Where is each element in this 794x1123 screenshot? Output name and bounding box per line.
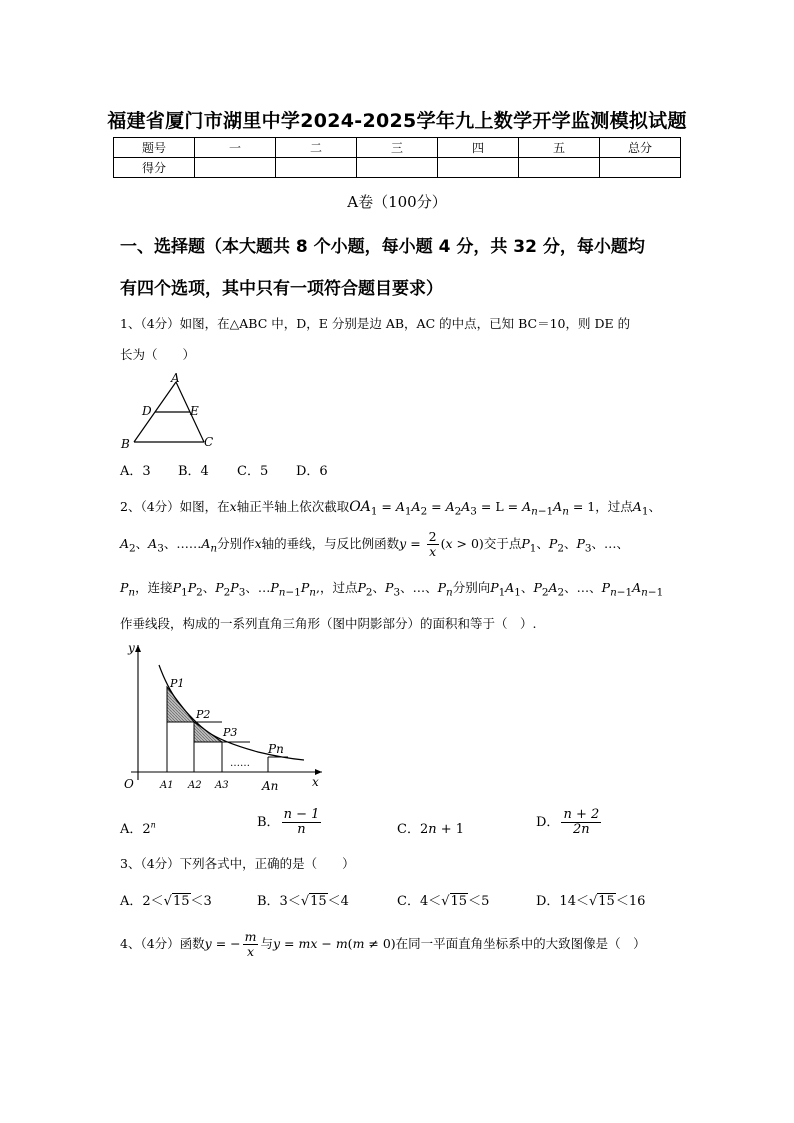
score-header-cell: 五 bbox=[519, 138, 600, 158]
q2-option-c-label: C． bbox=[397, 822, 420, 837]
q3-option-d-label: D．14＜ bbox=[536, 894, 589, 909]
q2-option-b-label: B． bbox=[257, 815, 280, 830]
q2-option-a[interactable]: A．2$^n$ bbox=[120, 820, 156, 837]
vertex-label-a: A bbox=[171, 371, 180, 385]
q2-option-d[interactable] bbox=[536, 808, 603, 837]
q3-radicand: 15 bbox=[598, 894, 615, 909]
q2-option-b[interactable] bbox=[257, 808, 323, 837]
score-cell bbox=[600, 158, 681, 178]
q2-text: ，连接 bbox=[135, 580, 173, 595]
point-label-p2: P2 bbox=[196, 708, 211, 721]
q2-option-d-fraction: $\frac{n + 2}{2n}$ bbox=[563, 807, 600, 837]
score-header-cell: 三 bbox=[357, 138, 438, 158]
q2-text: 轴正半轴上依次截取 bbox=[236, 499, 350, 514]
q3-option-b-label: B．3＜ bbox=[257, 894, 301, 909]
point-label-pn: Pn bbox=[268, 742, 284, 756]
score-cell bbox=[195, 158, 276, 178]
section-heading-line2: 有四个选项，其中只有一项符合题目要求） bbox=[120, 279, 443, 299]
q4-text: 在同一平面直角坐标系中的大致图像是（ ） bbox=[395, 936, 646, 951]
q2-stem-line2: $A_2$、$A_3$、$\dots\dots A_n$分别作x轴的垂线，与反比例函数y = $\frac{2}{x}$ (x > 0)交于点$P_1$、$P_2$、$P_3$、…、 bbox=[120, 529, 630, 559]
y-axis-arrow bbox=[135, 645, 141, 652]
q2-option-d-label: D． bbox=[536, 815, 560, 830]
q1-stem-line2: 长为（ ） bbox=[120, 347, 196, 362]
vertex-label-c: C bbox=[204, 435, 214, 449]
q3-option-a-label: A．2＜ bbox=[120, 894, 164, 909]
score-header-cell: 四 bbox=[438, 138, 519, 158]
q1-option-d[interactable]: D．6 bbox=[296, 464, 328, 479]
q3-radicand: 15 bbox=[310, 894, 327, 909]
point-label-a3: A3 bbox=[215, 780, 229, 791]
score-table-score-row bbox=[114, 158, 681, 178]
q4-function-fraction: $\frac{m}{x}$ bbox=[244, 929, 257, 959]
q4-stem: 4、（4分）函数y = − $\frac{m}{x}$ 与y = mx − m(m ≠ 0)在同一平面直角坐标系中的大致图像是（ ） bbox=[120, 929, 646, 959]
q3-radicand: 15 bbox=[172, 894, 190, 909]
q3-option-a[interactable]: A．2＜√15＜3 bbox=[120, 894, 212, 909]
q3-stem: 3、（4分）下列各式中，正确的是（ ） bbox=[120, 856, 355, 871]
section-heading-line1: 一、选择题（本大题共 8 个小题，每小题 4 分，共 32 分，每小题均 bbox=[120, 237, 645, 257]
score-table-header-row bbox=[114, 138, 681, 158]
q2-stem-line1: 2、（4分）如图，在x轴正半轴上依次截取$OA_1 = A_1A_2 = A_2A_3 = L = A_{n-1}A_n = 1$，过点$A_1$、 bbox=[120, 499, 661, 518]
q3-option-b[interactable]: B．3＜√15＜4 bbox=[257, 894, 349, 909]
q2-text: 分别向 bbox=[452, 580, 491, 595]
point-label-a2: A2 bbox=[188, 780, 202, 791]
ellipsis-label: …… bbox=[230, 758, 250, 769]
q4-text: 与 bbox=[260, 936, 273, 951]
q1-triangle-figure bbox=[118, 368, 218, 452]
q2-option-c[interactable]: C．2n + 1 bbox=[397, 822, 465, 837]
point-label-e: E bbox=[190, 404, 199, 418]
y-axis-label: y bbox=[128, 641, 135, 655]
q3-option-a-tail: ＜3 bbox=[190, 894, 212, 909]
score-table bbox=[113, 137, 681, 178]
q1-stem-line1: 1、（4分）如图，在△ABC 中，D，E 分别是边 AB，AC 的中点，已知 BC＝10，则 DE 的 bbox=[120, 316, 631, 331]
point-label-p1: P1 bbox=[170, 677, 185, 690]
q1-option-a[interactable]: A．3 bbox=[120, 464, 151, 479]
q2-function-fraction: $\frac{2}{x}$ bbox=[428, 529, 437, 559]
score-cell bbox=[276, 158, 357, 178]
q2-text: 交于点 bbox=[483, 536, 522, 551]
q4-text: 4、（4分）函数 bbox=[120, 936, 205, 951]
score-header-cell: 二 bbox=[276, 138, 357, 158]
q1-option-c[interactable]: C．5 bbox=[237, 464, 269, 479]
q3-option-c-label: C．4＜ bbox=[397, 894, 442, 909]
q2-text: ，过点 bbox=[595, 499, 633, 514]
score-header-cell: 题号 bbox=[114, 138, 195, 158]
q2-text: ，过点 bbox=[319, 580, 358, 595]
point-label-a1: A1 bbox=[160, 780, 174, 791]
q2-stem-line3: $P_n$，连接$P_1P_2$、$P_2P_3$、$\dots P_{n-1}P_n$,，过点$P_2$、$P_3$、…、$P_n$分别向$P_1A_1$、$P_2A_2$、…、$P_{n-1}A_{n-1}$ bbox=[120, 580, 664, 599]
q3-radicand: 15 bbox=[450, 894, 468, 909]
q2-text: 2、（4分）如图，在 bbox=[120, 499, 230, 514]
score-header-cell: 一 bbox=[195, 138, 276, 158]
paper-a-label: A卷（100分） bbox=[347, 193, 447, 211]
page-title: 福建省厦门市湖里中学2024-2025学年九上数学开学监测模拟试题 bbox=[107, 110, 687, 132]
q2-text: 分别作 bbox=[217, 536, 255, 551]
point-label-p3: P3 bbox=[223, 726, 238, 739]
score-cell bbox=[438, 158, 519, 178]
q3-option-d[interactable]: D．14＜√15＜16 bbox=[536, 894, 646, 909]
score-cell bbox=[357, 158, 438, 178]
x-axis-label: x bbox=[312, 775, 319, 789]
q2-hyperbola-figure bbox=[118, 640, 328, 800]
score-cell bbox=[519, 158, 600, 178]
point-label-d: D bbox=[142, 404, 152, 418]
q2-option-a-label: A． bbox=[120, 822, 143, 837]
score-row-label: 得分 bbox=[114, 158, 195, 178]
q3-option-b-tail: ＜4 bbox=[327, 894, 349, 909]
q2-option-b-fraction: $\frac{n - 1}{n}$ bbox=[283, 807, 320, 837]
origin-label: O bbox=[124, 777, 134, 791]
q2-text: 轴的垂线，与反比例函数 bbox=[261, 536, 400, 551]
score-header-cell: 总分 bbox=[600, 138, 681, 158]
point-label-an: An bbox=[262, 779, 279, 793]
q2-stem-line4: 作垂线段，构成的一系列直角三角形（图中阴影部分）的面积和等于（ ）. bbox=[120, 616, 537, 631]
q3-option-c-tail: ＜5 bbox=[468, 894, 490, 909]
vertex-label-b: B bbox=[121, 437, 130, 451]
q1-option-b[interactable]: B．4 bbox=[178, 464, 209, 479]
q3-option-c[interactable]: C．4＜√15＜5 bbox=[397, 894, 490, 909]
q3-option-d-tail: ＜16 bbox=[615, 894, 646, 909]
